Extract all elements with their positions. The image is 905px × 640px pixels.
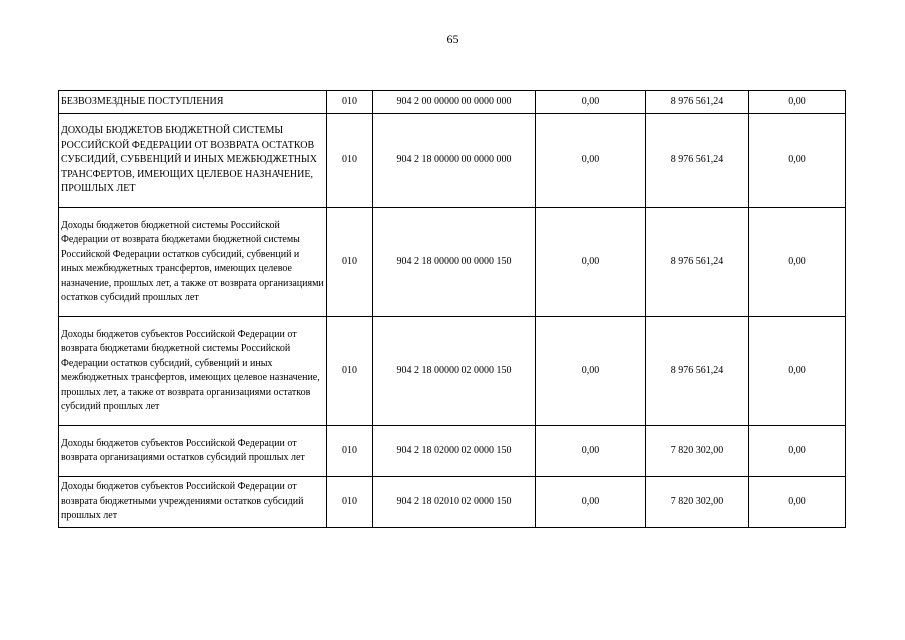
table-row	[59, 426, 846, 477]
row-name: БЕЗВОЗМЕЗДНЫЕ ПОСТУПЛЕНИЯ	[59, 91, 327, 114]
row-code: 010	[327, 426, 373, 477]
row-value-1: 0,00	[536, 91, 646, 114]
row-kbk: 904 2 18 00000 00 0000 150	[373, 208, 536, 317]
row-value-2: 8 976 561,24	[646, 208, 749, 317]
table-row	[59, 91, 846, 114]
row-value-2: 8 976 561,24	[646, 114, 749, 208]
row-name: Доходы бюджетов субъектов Российской Федерации от возврата бюджетными учреждениями остатков субсидий прошлых лет	[59, 477, 327, 528]
table-row	[59, 477, 846, 528]
row-code: 010	[327, 477, 373, 528]
row-value-3: 0,00	[749, 91, 846, 114]
row-value-2: 8 976 561,24	[646, 91, 749, 114]
row-value-2: 7 820 302,00	[646, 426, 749, 477]
table-row	[59, 208, 846, 317]
row-name: Доходы бюджетов бюджетной системы Российской Федерации от возврата бюджетами бюджетной системы Российской Федерации остатков субсидий, субвенций и иных межбюджетных трансфертов, имеющих целевое назначение, прошлых лет, а также от возврата организациями остатков субсидий прошлых лет	[59, 208, 327, 317]
row-code: 010	[327, 114, 373, 208]
row-kbk: 904 2 18 02010 02 0000 150	[373, 477, 536, 528]
budget-table	[58, 90, 846, 528]
row-value-1: 0,00	[536, 477, 646, 528]
row-value-3: 0,00	[749, 317, 846, 426]
page-number: 65	[446, 32, 459, 46]
row-value-1: 0,00	[536, 208, 646, 317]
row-kbk: 904 2 00 00000 00 0000 000	[373, 91, 536, 114]
row-name: Доходы бюджетов субъектов Российской Федерации от возврата организациями остатков субсидий прошлых лет	[59, 426, 327, 477]
row-code: 010	[327, 91, 373, 114]
row-code: 010	[327, 208, 373, 317]
table-row	[59, 114, 846, 208]
row-value-3: 0,00	[749, 477, 846, 528]
row-value-2: 7 820 302,00	[646, 477, 749, 528]
row-value-1: 0,00	[536, 114, 646, 208]
row-value-1: 0,00	[536, 317, 646, 426]
row-name: ДОХОДЫ БЮДЖЕТОВ БЮДЖЕТНОЙ СИСТЕМЫ РОССИЙСКОЙ ФЕДЕРАЦИИ ОТ ВОЗВРАТА ОСТАТКОВ СУБСИДИЙ, СУБВЕНЦИЙ И ИНЫХ МЕЖБЮДЖЕТНЫХ ТРАНСФЕРТОВ, ИМЕЮЩИХ ЦЕЛЕВОЕ НАЗНАЧЕНИЕ, ПРОШЛЫХ ЛЕТ	[59, 114, 327, 208]
table-row	[59, 317, 846, 426]
row-kbk: 904 2 18 00000 02 0000 150	[373, 317, 536, 426]
row-code: 010	[327, 317, 373, 426]
row-value-3: 0,00	[749, 114, 846, 208]
row-kbk: 904 2 18 02000 02 0000 150	[373, 426, 536, 477]
row-kbk: 904 2 18 00000 00 0000 000	[373, 114, 536, 208]
row-name: Доходы бюджетов субъектов Российской Федерации от возврата бюджетами бюджетной системы Российской Федерации остатков субсидий, субвенций и иных межбюджетных трансфертов, имеющих целевое назначение, прошлых лет, а также от возврата организациями остатков субсидий прошлых лет	[59, 317, 327, 426]
row-value-1: 0,00	[536, 426, 646, 477]
row-value-2: 8 976 561,24	[646, 317, 749, 426]
row-value-3: 0,00	[749, 208, 846, 317]
row-value-3: 0,00	[749, 426, 846, 477]
